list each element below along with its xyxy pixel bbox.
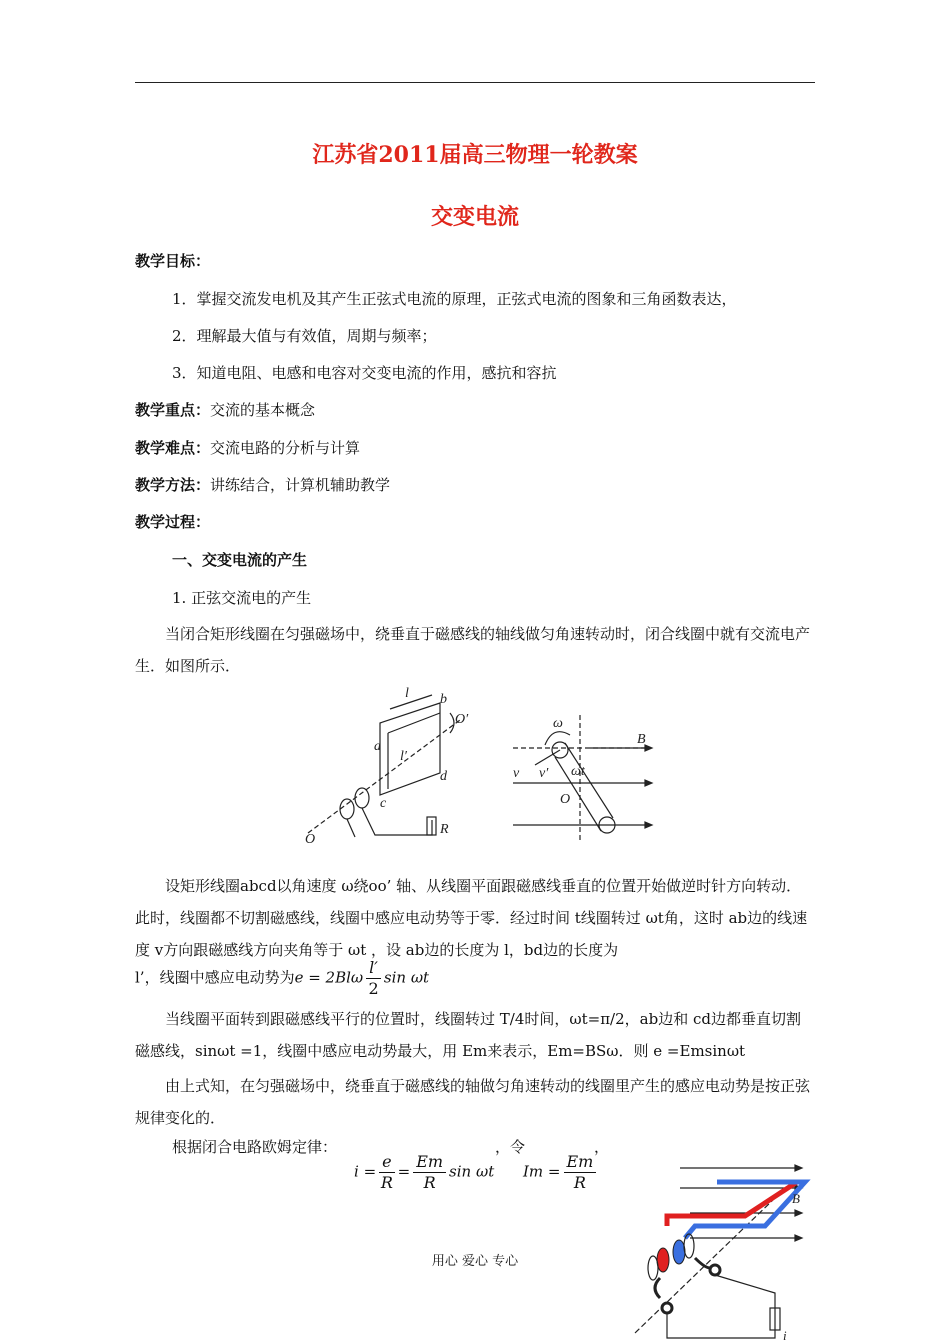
fraction: [366, 958, 381, 999]
fraction-denominator: R: [380, 1173, 393, 1192]
peak-current-lhs: Im =: [523, 1162, 561, 1181]
page-footer: 用心 爱心 专心: [431, 1254, 519, 1269]
fraction: [413, 1152, 446, 1193]
fraction: [564, 1152, 597, 1193]
rotation-arrow: [450, 713, 454, 733]
fraction-denominator: 2: [368, 979, 379, 998]
objectives-heading: 教学目标：: [135, 252, 211, 270]
difficulty-text: 交流电路的分析与计算: [210, 439, 361, 457]
fraction-denominator: R: [573, 1173, 586, 1192]
label-r: R: [440, 822, 449, 837]
slip-ring: [340, 799, 354, 819]
ohm-law-text: 根据闭合电路欧姆定律：: [172, 1138, 338, 1156]
method: [135, 475, 390, 495]
label-i: i: [783, 1328, 787, 1343]
peak-current-equation: [523, 1152, 599, 1193]
label-b-field: B: [637, 732, 646, 747]
fraction-numerator: Em: [413, 1152, 446, 1173]
equals: =: [397, 1162, 411, 1181]
document-subtitle: 交变电流: [430, 204, 519, 230]
label-v-prime: v′: [539, 766, 549, 781]
key-point-label: 教学重点：: [135, 401, 211, 419]
label-o-prime: O′: [455, 712, 469, 727]
fraction-numerator: e: [379, 1152, 394, 1173]
difficulty-label: 教学难点：: [135, 439, 211, 457]
label-c: c: [380, 796, 387, 811]
label-b-field-color: B: [792, 1191, 800, 1206]
document-title: 江苏省2011届高三物理一轮教案: [312, 142, 638, 168]
method-text: 讲练结合，计算机辅助教学: [210, 476, 391, 494]
label-a: a: [374, 739, 381, 754]
label-o-center: O: [560, 792, 571, 807]
label-b: b: [440, 692, 447, 707]
paragraph-intro: 当闭合矩形线圈在匀强磁场中，绕垂直于磁感线的轴线做匀角速转动时，闭合线圈中就有交流电产生．如图所示．: [135, 625, 811, 675]
method-label: 教学方法：: [135, 476, 211, 494]
paragraph-derivation: 设矩形线圈abcd以角速度 ω绕oo’ 轴、从线圈平面跟磁感线垂直的位置开始做逆时针方向转动．此时，线圈都不切割磁感线，线圈中感应电动势等于零．经过时间 t线圈转过 ωt角，这时 ab边的线速度 v方向跟磁感线方向夹角等于 ωt ，设 ab边的长度为 l，bd边的长度为: [135, 877, 808, 959]
paragraph-sine-law: 由上式知，在匀强磁场中，绕垂直于磁感线的轴做匀角速转动的线圈里产生的感应电动势是按正弦规律变化的．: [135, 1077, 811, 1127]
cross-section-figure: [505, 715, 665, 840]
header-rule: [135, 82, 815, 83]
fraction-denominator: R: [423, 1173, 436, 1192]
label-omega: ω: [553, 716, 563, 731]
key-point-text: 交流的基本概念: [210, 401, 316, 419]
key-point: [135, 400, 315, 420]
objective-item: 1．掌握交流发电机及其产生正弦式电流的原理，正弦式电流的图象和三角函数表达，: [172, 290, 737, 308]
emf-equation-lhs: e = 2Blω: [294, 968, 364, 987]
label-d: d: [440, 769, 447, 784]
label-o: O: [305, 832, 316, 847]
label-omega-t: ωt: [571, 764, 585, 779]
objective-item: 2．理解最大值与有效值，周期与频率；: [172, 327, 437, 345]
generator-coil-figure: [300, 685, 470, 845]
axis-line: [308, 720, 460, 833]
label-l: l: [405, 686, 409, 701]
paragraph-maximum: 当线圈平面转到跟磁感线平行的位置时，线圈转过 T/4时间，ωt=π/2，ab边和 cd边都垂直切割磁感线，sinωt =1，线圈中感应电动势最大，用 Em来表示，Em=BSω．则 e =Emsinωt: [135, 1010, 801, 1060]
fraction-numerator: Em: [564, 1152, 597, 1173]
trailing-comma: ，: [594, 1138, 610, 1156]
section1-sub1: 1. 正弦交流电的产生: [172, 589, 312, 607]
fraction-numerator: l′: [366, 958, 381, 979]
current-lhs: i =: [354, 1162, 377, 1181]
let-text: ，令: [495, 1138, 526, 1156]
emf-equation-line: [135, 958, 429, 999]
difficulty: [135, 438, 360, 458]
fraction: [379, 1152, 394, 1193]
label-l-prime: l′: [400, 749, 407, 764]
emf-intro-text: l’，线圈中感应电动势为: [135, 968, 295, 987]
slip-ring: [355, 788, 369, 808]
sine-term: sin ωt: [449, 1162, 495, 1181]
process-heading: 教学过程：: [135, 513, 211, 531]
label-v: v: [513, 766, 520, 781]
current-equation: [354, 1152, 494, 1193]
objective-item: 3．知道电阻、电感和电容对交变电流的作用，感抗和容抗: [172, 364, 557, 382]
emf-equation-rhs: sin ωt: [383, 968, 430, 987]
section1-heading: 一、交变电流的产生: [172, 551, 308, 569]
